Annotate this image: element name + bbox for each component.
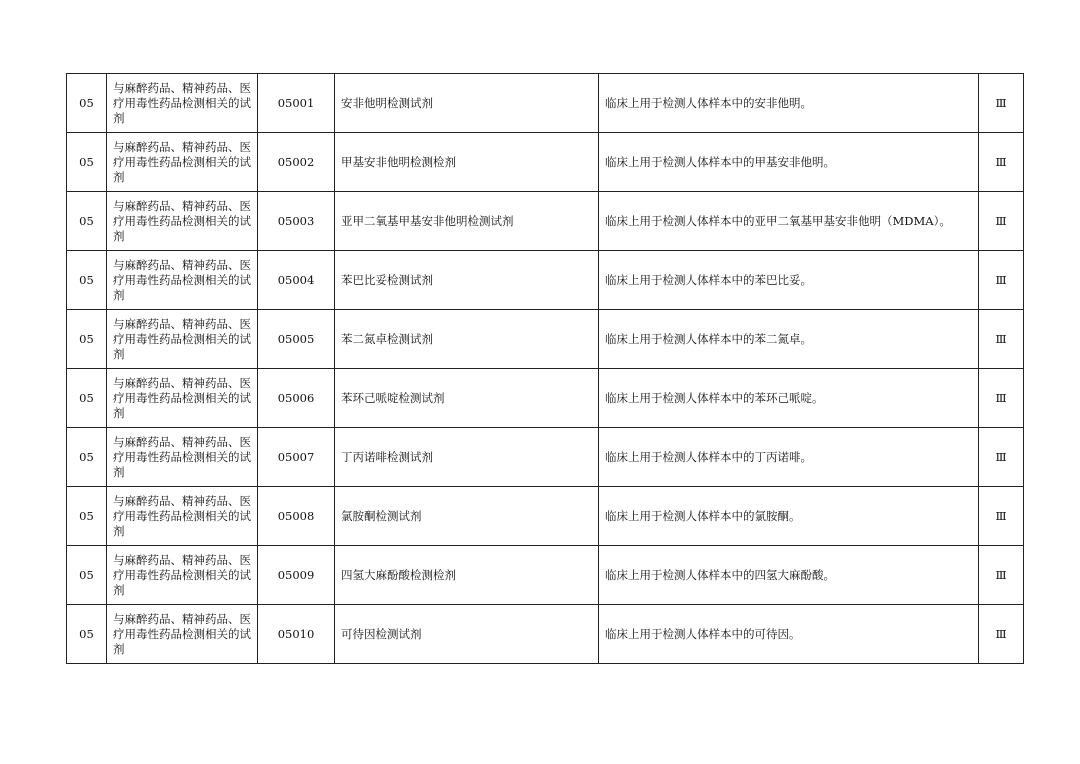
description-cell: 临床上用于检测人体样本中的四氢大麻酚酸。 <box>599 546 979 605</box>
table-row <box>67 251 1024 310</box>
category-cell: 05 <box>67 310 107 369</box>
description-cell: 临床上用于检测人体样本中的苯巴比妥。 <box>599 251 979 310</box>
class-cell: Ⅲ <box>979 428 1024 487</box>
table-row <box>67 605 1024 664</box>
code-cell: 05004 <box>258 251 335 310</box>
class-cell: Ⅲ <box>979 192 1024 251</box>
product-name-cell: 亚甲二氧基甲基安非他明检测试剂 <box>335 192 599 251</box>
table-row <box>67 369 1024 428</box>
category-cell: 05 <box>67 74 107 133</box>
group-cell: 与麻醉药品、精神药品、医疗用毒性药品检测相关的试剂 <box>107 546 258 605</box>
product-name-cell: 苯二氮卓检测试剂 <box>335 310 599 369</box>
category-cell: 05 <box>67 546 107 605</box>
table-body <box>67 74 1024 664</box>
group-cell: 与麻醉药品、精神药品、医疗用毒性药品检测相关的试剂 <box>107 487 258 546</box>
description-cell: 临床上用于检测人体样本中的安非他明。 <box>599 74 979 133</box>
code-cell: 05003 <box>258 192 335 251</box>
code-cell: 05005 <box>258 310 335 369</box>
group-cell: 与麻醉药品、精神药品、医疗用毒性药品检测相关的试剂 <box>107 192 258 251</box>
category-cell: 05 <box>67 133 107 192</box>
table-row <box>67 133 1024 192</box>
product-name-cell: 苯环己哌啶检测试剂 <box>335 369 599 428</box>
category-cell: 05 <box>67 428 107 487</box>
code-cell: 05010 <box>258 605 335 664</box>
class-cell: Ⅲ <box>979 487 1024 546</box>
product-name-cell: 安非他明检测试剂 <box>335 74 599 133</box>
group-cell: 与麻醉药品、精神药品、医疗用毒性药品检测相关的试剂 <box>107 74 258 133</box>
category-cell: 05 <box>67 369 107 428</box>
code-cell: 05009 <box>258 546 335 605</box>
code-cell: 05002 <box>258 133 335 192</box>
group-cell: 与麻醉药品、精神药品、医疗用毒性药品检测相关的试剂 <box>107 310 258 369</box>
code-cell: 05001 <box>258 74 335 133</box>
product-name-cell: 甲基安非他明检测检剂 <box>335 133 599 192</box>
product-name-cell: 苯巴比妥检测试剂 <box>335 251 599 310</box>
category-cell: 05 <box>67 605 107 664</box>
table-row <box>67 428 1024 487</box>
code-cell: 05007 <box>258 428 335 487</box>
description-cell: 临床上用于检测人体样本中的氯胺酮。 <box>599 487 979 546</box>
class-cell: Ⅲ <box>979 310 1024 369</box>
group-cell: 与麻醉药品、精神药品、医疗用毒性药品检测相关的试剂 <box>107 251 258 310</box>
class-cell: Ⅲ <box>979 74 1024 133</box>
description-cell: 临床上用于检测人体样本中的甲基安非他明。 <box>599 133 979 192</box>
group-cell: 与麻醉药品、精神药品、医疗用毒性药品检测相关的试剂 <box>107 605 258 664</box>
product-name-cell: 氯胺酮检测试剂 <box>335 487 599 546</box>
description-cell: 临床上用于检测人体样本中的丁丙诺啡。 <box>599 428 979 487</box>
category-cell: 05 <box>67 487 107 546</box>
product-name-cell: 四氢大麻酚酸检测检剂 <box>335 546 599 605</box>
reagent-classification-table <box>66 73 1024 664</box>
table-row <box>67 546 1024 605</box>
product-name-cell: 丁丙诺啡检测试剂 <box>335 428 599 487</box>
code-cell: 05006 <box>258 369 335 428</box>
category-cell: 05 <box>67 251 107 310</box>
class-cell: Ⅲ <box>979 546 1024 605</box>
class-cell: Ⅲ <box>979 369 1024 428</box>
description-cell: 临床上用于检测人体样本中的苯二氮卓。 <box>599 310 979 369</box>
table-row <box>67 192 1024 251</box>
code-cell: 05008 <box>258 487 335 546</box>
description-cell: 临床上用于检测人体样本中的苯环己哌啶。 <box>599 369 979 428</box>
description-cell: 临床上用于检测人体样本中的可待因。 <box>599 605 979 664</box>
category-cell: 05 <box>67 192 107 251</box>
group-cell: 与麻醉药品、精神药品、医疗用毒性药品检测相关的试剂 <box>107 369 258 428</box>
table-row <box>67 487 1024 546</box>
table-row <box>67 310 1024 369</box>
group-cell: 与麻醉药品、精神药品、医疗用毒性药品检测相关的试剂 <box>107 133 258 192</box>
class-cell: Ⅲ <box>979 605 1024 664</box>
product-name-cell: 可待因检测试剂 <box>335 605 599 664</box>
description-cell: 临床上用于检测人体样本中的亚甲二氧基甲基安非他明（MDMA）。 <box>599 192 979 251</box>
table-row <box>67 74 1024 133</box>
class-cell: Ⅲ <box>979 133 1024 192</box>
group-cell: 与麻醉药品、精神药品、医疗用毒性药品检测相关的试剂 <box>107 428 258 487</box>
class-cell: Ⅲ <box>979 251 1024 310</box>
